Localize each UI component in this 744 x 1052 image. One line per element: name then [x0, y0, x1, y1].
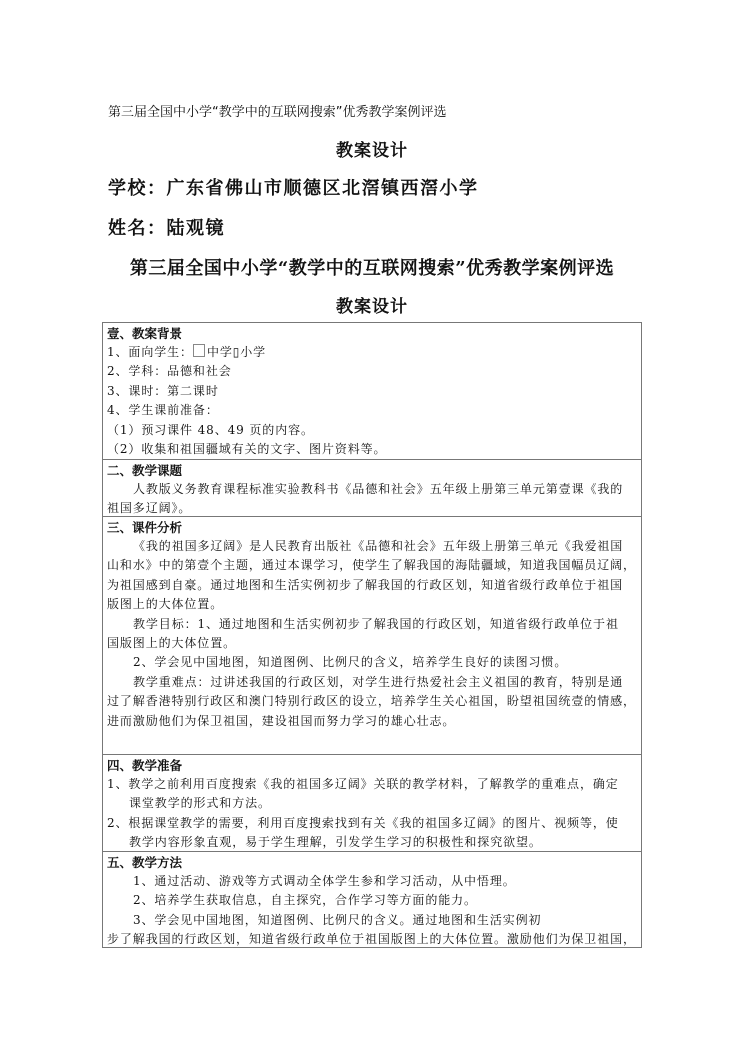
line: 1、面向学生： 中学▯小学: [107, 345, 267, 359]
line: （2）收集和祖国疆域有关的文字、图片资料等。: [107, 442, 387, 457]
school-line: 学校：广东省佛山市顺德区北滘镇西滘小学: [108, 178, 479, 199]
line: 版图上的大体位置。: [107, 597, 224, 612]
title-lesson-design-2: 教案设计: [336, 297, 408, 317]
line: 4、学生课前准备：: [107, 403, 219, 418]
line: 过了解香港特别行政区和澳门特别行政区的设立，培养学生关心祖国，盼望祖国统壹的情感，: [107, 694, 636, 709]
line: 1、教学之前利用百度搜索《我的祖国多辽阔》关联的教学材料，了解教学的重难点，确定: [107, 777, 619, 791]
line: 1、通过活动、游戏等方式调动全体学生参和学习活动，从中悟理。: [133, 874, 516, 888]
line: 山和水》中的第壹个主题，通过本课学习，使学生了解我国的海陆疆域，知道我国幅员辽阔，: [107, 558, 636, 573]
line: 进而激励他们为保卫祖国，建设祖国而努力学习的雄心壮志。: [107, 713, 456, 728]
line: 步了解我国的行政区划，知道省级行政单位于祖国版图上的大体位置。激励他们为保卫祖国，: [107, 932, 636, 947]
section-topic: [103, 459, 641, 516]
section-title: 五、教学方法: [107, 855, 183, 870]
line: 3、学会见中国地图，知道图例、比例尺的含义。通过地图和生活实例初: [133, 912, 542, 927]
section-preparation: [103, 754, 641, 851]
section-methods: [103, 851, 641, 947]
line: 教学目标：1、通过地图和生活实例初步了解我国的行政区划，知道省级行政单位于祖: [133, 616, 619, 631]
section-analysis: [103, 516, 641, 754]
line: 教学内容形象直观，易于学生理解，引发学生学习的积极性和探究欲望。: [129, 835, 542, 850]
section-background: [103, 323, 641, 459]
checkbox-icon: [193, 344, 205, 357]
line: 2、学会见中国地图，知道图例、比例尺的含义，培养学生良好的读图习惯。: [133, 655, 568, 670]
line: 教学重难点：过讲述我国的行政区划，对学生进行热爱社会主义祖国的教育，特别是通: [133, 674, 624, 689]
line: 2、根据课堂教学的需要，利用百度搜索找到有关《我的祖国多辽阔》的图片、视频等，使: [107, 815, 619, 830]
line: 为祖国感到自豪。通过地图和生活实例初步了解我国的行政区划，知道省级行政单位于祖国: [107, 577, 624, 592]
line: 2、学科：品德和社会: [107, 364, 232, 379]
line: 国版图上的大体位置。: [107, 636, 237, 651]
section-title: 三、课件分析: [107, 520, 183, 535]
line: 人教版义务教育课程标准实验教科书《品德和社会》五年级上册第三单元第壹课《我的: [133, 482, 624, 496]
competition-title: 第三届全国中小学“教学中的互联网搜索”优秀教学案例评选: [129, 258, 615, 279]
line: 2、培养学生获取信息，自主探究，合作学习等方面的能力。: [133, 893, 477, 908]
line: 课堂教学的形式和方法。: [129, 796, 271, 811]
line: 3、课时：第二课时: [107, 383, 219, 398]
section-title: 二、教学课题: [107, 463, 183, 478]
section-title: 四、教学准备: [107, 758, 183, 773]
line: 《我的祖国多辽阔》是人民教育出版社《品德和社会》五年级上册第三单元《我爱祖国: [133, 539, 624, 553]
line: 祖国多辽阔》。: [107, 501, 192, 516]
title-lesson-design: 教案设计: [336, 141, 408, 161]
header-top-line: 第三届全国中小学“教学中的互联网搜索”优秀教学案例评选: [108, 105, 447, 120]
line: （1）预习课件 48、49 页的内容。: [107, 422, 314, 437]
teacher-name-line: 姓名：陆观镜: [108, 218, 225, 239]
lesson-plan-table: [102, 322, 642, 948]
section-title: 壹、教案背景: [107, 326, 183, 341]
